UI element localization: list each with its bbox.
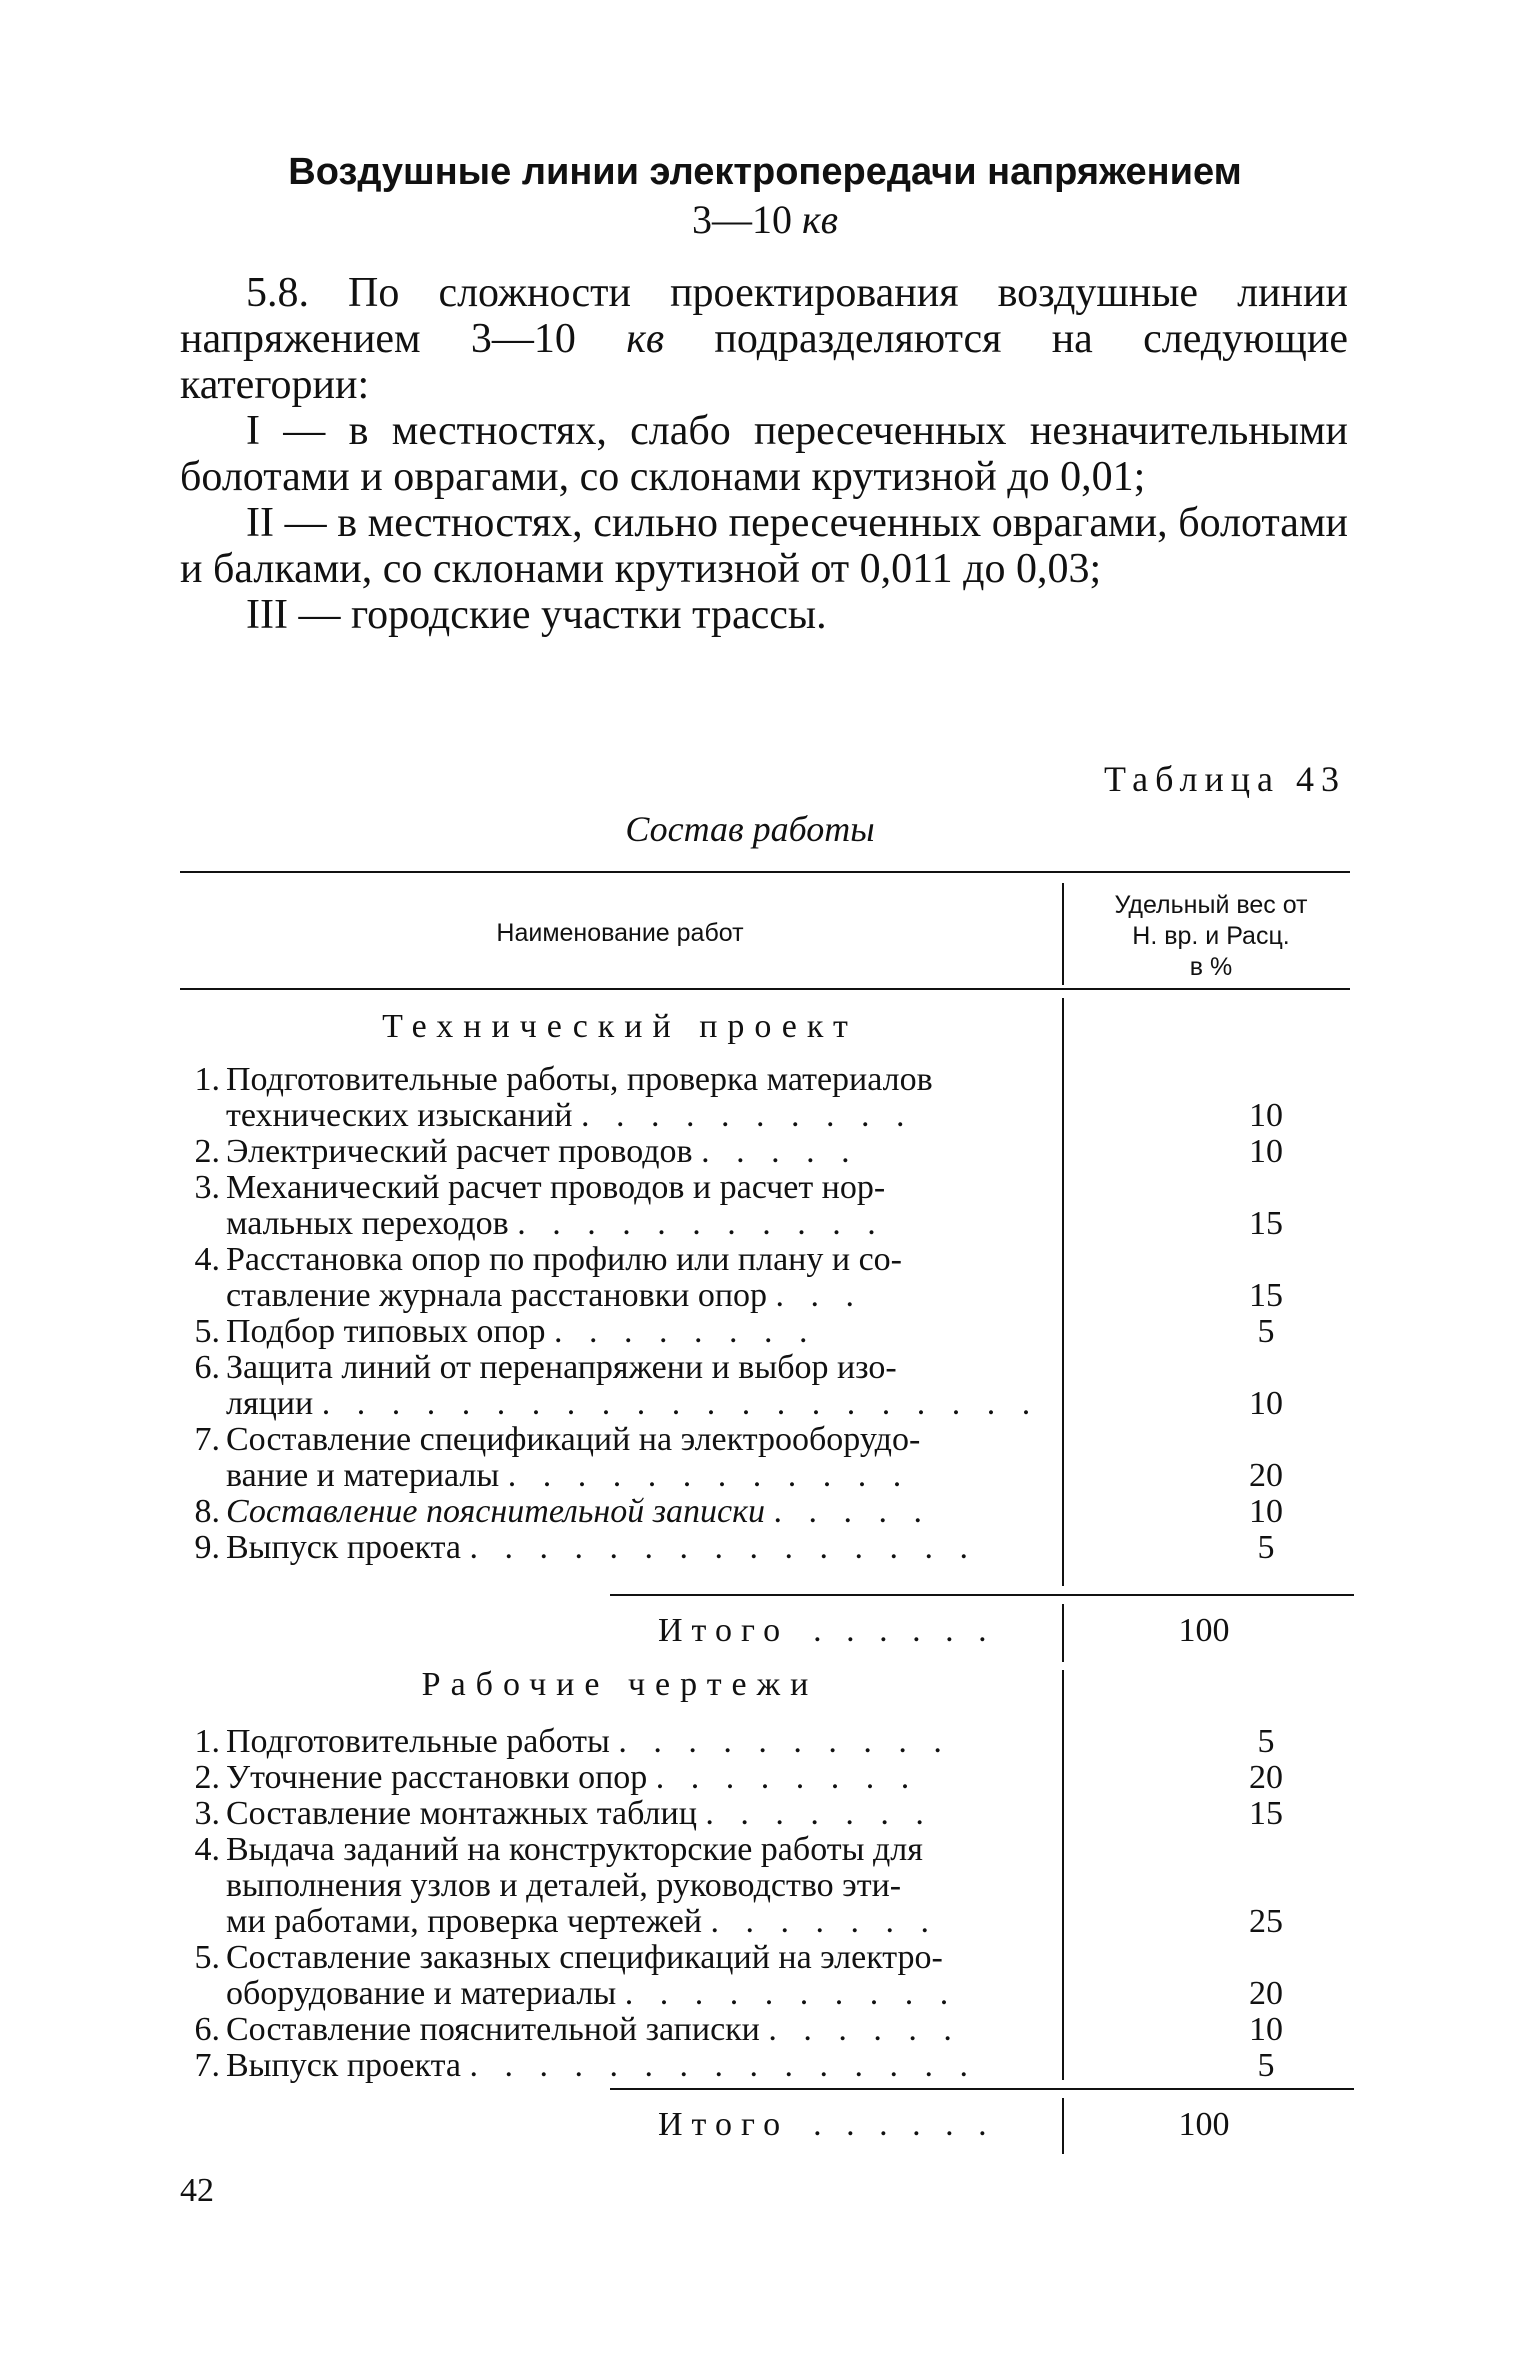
row-text (226, 1062, 1211, 1134)
row-number: 4. (194, 1831, 220, 1868)
column-header-share-line: Удельный вес от (1114, 891, 1308, 919)
row-number: 3. (194, 1795, 220, 1832)
leader-dots: . . . . . . (813, 2106, 995, 2143)
row-text-line: Механический расчет проводов и расчет нор- (226, 1169, 886, 1206)
row-text-line: Подготовительные работы (226, 1723, 610, 1760)
row-value: 20 (1249, 1759, 1283, 1796)
column-header-name: Наименование работ (496, 919, 744, 947)
row-value: 15 (1249, 1795, 1283, 1832)
row-text-line: Составление заказных спецификаций на электро- (226, 1939, 943, 1976)
intro-paragraph-1 (180, 270, 1348, 408)
row-text (226, 2012, 1211, 2048)
subtotal-label: Итого (658, 2106, 790, 2143)
row-text (226, 1760, 1211, 1796)
row-text-line: мальных переходов (226, 1205, 509, 1242)
intro-paragraph-4: III — городские участки трассы. (246, 592, 827, 638)
row-text-line: Составление монтажных таблиц (226, 1795, 697, 1832)
leader-dots: . . . . . . (768, 2011, 961, 2048)
heading-subtitle (180, 196, 1350, 244)
row-number: 5. (194, 1939, 220, 1976)
row-value: 5 (1257, 1723, 1275, 1760)
leader-dots: . . . . . (773, 1493, 931, 1530)
leader-dots: . . . . . . . . . . . (517, 1205, 885, 1242)
row-text (226, 1422, 1211, 1494)
row-text-line: Составление пояснительной записки (226, 1493, 765, 1530)
table-number: Таблица 43 (1104, 759, 1346, 799)
heading-title: Воздушные линии электропередачи напряжением (288, 151, 1242, 193)
row-number: 9. (194, 1529, 220, 1566)
row-text-line: ми работами, проверка чертежей (226, 1903, 702, 1940)
leader-dots: . . . . . . . (705, 1795, 933, 1832)
row-text (226, 1530, 1211, 1566)
row-text (226, 1170, 1211, 1242)
page-number: 42 (180, 2172, 214, 2209)
subtotal-technical (658, 1612, 995, 1650)
subtotal-rule-1 (610, 1594, 1354, 1596)
leader-dots: . . . . . . (813, 1612, 995, 1649)
row-value: 10 (1249, 1133, 1283, 1170)
table-caption: Состав работы (625, 809, 875, 849)
leader-dots: . . . . . (701, 1133, 859, 1170)
row-text-line: Составление спецификаций на электрооборудо- (226, 1421, 921, 1458)
leader-dots: . . . . . . . . . . (618, 1723, 951, 1760)
heading-voltage: 3—10 (691, 197, 792, 242)
leader-dots: . . . . . . . . (554, 1313, 817, 1350)
row-value: 15 (1249, 1205, 1283, 1242)
section-title-technical: Технический проект (382, 1008, 858, 1045)
leader-dots: . . . . . . . . . . (624, 1975, 958, 2012)
row-number: 1. (194, 1723, 220, 1760)
row-text-line: Выпуск проекта (226, 1529, 461, 1566)
leader-dots: . . . . . . . (710, 1903, 938, 1940)
row-text (226, 1796, 1211, 1832)
section-title-working: Рабочие чертежи (421, 1666, 819, 1703)
header-column-divider (1062, 883, 1064, 985)
row-value: 10 (1249, 1493, 1283, 1530)
row-text (226, 1350, 1211, 1422)
body-column-divider-4 (1062, 2098, 1064, 2154)
column-header-share-line: в % (1189, 953, 1233, 981)
row-text (226, 2048, 1211, 2084)
row-text-line: Защита линий от перенапряжени и выбор изо- (226, 1349, 897, 1386)
row-value: 5 (1257, 1529, 1275, 1566)
row-value: 5 (1257, 1313, 1275, 1350)
row-number: 5. (194, 1313, 220, 1350)
row-text (226, 1832, 1211, 1940)
row-value: 10 (1249, 1097, 1283, 1134)
section-heading (180, 148, 1350, 244)
column-header-share (1068, 890, 1354, 983)
intro-p1-unit: кв (626, 316, 665, 362)
row-text-line: выполнения узлов и деталей, руководство эти- (226, 1867, 902, 1904)
row-number: 6. (194, 2011, 220, 2048)
row-value: 10 (1249, 1385, 1283, 1422)
row-number: 2. (194, 1759, 220, 1796)
intro-paragraph-3: II — в местностях, сильно пересеченных оврагами, болотами и балками, со склонами крутизной от 0,011 до 0,03; (180, 500, 1348, 592)
subtotal-working-value: 100 (1178, 2106, 1230, 2143)
row-text-line: Выпуск проекта (226, 2047, 461, 2084)
subtotal-technical-value: 100 (1178, 1612, 1230, 1649)
row-text-line: технических изысканий (226, 1097, 573, 1134)
intro-text (180, 270, 1348, 638)
leader-dots: . . . . . . . . . . . . . . . (469, 1529, 977, 1566)
leader-dots: . . . . . . . . . . (580, 1097, 914, 1134)
row-number: 4. (194, 1241, 220, 1278)
row-text-line: оборудование и материалы (226, 1975, 617, 2012)
subtotal-rule-2 (610, 2088, 1354, 2090)
row-text-line: Электрический расчет проводов (226, 1133, 693, 1170)
row-text (226, 1494, 1211, 1530)
intro-paragraph-2: I — в местностях, слабо пересеченных незначительными болотами и оврагами, со склонами крутизной до 0,01; (180, 408, 1348, 500)
row-number: 1. (194, 1061, 220, 1098)
row-number: 7. (194, 2047, 220, 2084)
row-text (226, 1724, 1211, 1760)
row-number: 2. (194, 1133, 220, 1170)
row-text (226, 1242, 1211, 1314)
leader-dots: . . . . . . . . . . . . . . . . . . . . . (321, 1385, 1040, 1422)
body-column-divider-2 (1062, 1604, 1064, 1662)
leader-dots: . . . (775, 1277, 864, 1314)
row-value: 20 (1249, 1975, 1283, 2012)
leader-dots: . . . . . . . . . . . . (507, 1457, 911, 1494)
row-number: 7. (194, 1421, 220, 1458)
row-text-line: ляции (226, 1385, 314, 1422)
row-text (226, 1314, 1211, 1350)
row-text-line: Составление пояснительной записки (226, 2011, 760, 2048)
row-number: 3. (194, 1169, 220, 1206)
row-value: 25 (1249, 1903, 1283, 1940)
row-text-line: Расстановка опор по профилю или плану и со- (226, 1241, 902, 1278)
heading-unit: кв (801, 197, 839, 242)
row-value: 5 (1257, 2047, 1275, 2084)
table-top-rule (180, 871, 1350, 873)
row-text-line: Уточнение расстановки опор (226, 1759, 648, 1796)
row-value: 20 (1249, 1457, 1283, 1494)
row-text-line: Подбор типовых опор (226, 1313, 546, 1350)
row-number: 6. (194, 1349, 220, 1386)
intro-p1-part-b: подразделяются на следующие категории: (180, 316, 1348, 408)
row-text-line: Выдача заданий на конструкторские работы для (226, 1831, 923, 1868)
row-text-line: ставление журнала расстановки опор (226, 1277, 768, 1314)
row-value: 15 (1249, 1277, 1283, 1314)
row-number: 8. (194, 1493, 220, 1530)
leader-dots: . . . . . . . . (655, 1759, 919, 1796)
subtotal-working (658, 2106, 995, 2144)
subtotal-label: Итого (658, 1612, 790, 1649)
row-text (226, 1134, 1211, 1170)
column-header-share-line: Н. вр. и Расц. (1132, 922, 1290, 950)
row-text-line: Подготовительные работы, проверка материалов (226, 1061, 933, 1098)
row-text (226, 1940, 1211, 2012)
leader-dots: . . . . . . . . . . . . . . . (469, 2047, 977, 2084)
intro-p1-part-a: 5.8. По сложности проектирования воздушные линии напряжением 3—10 (180, 270, 1348, 362)
row-value: 10 (1249, 2011, 1283, 2048)
row-text-line: вание и материалы (226, 1457, 500, 1494)
table-header-rule (180, 988, 1350, 990)
